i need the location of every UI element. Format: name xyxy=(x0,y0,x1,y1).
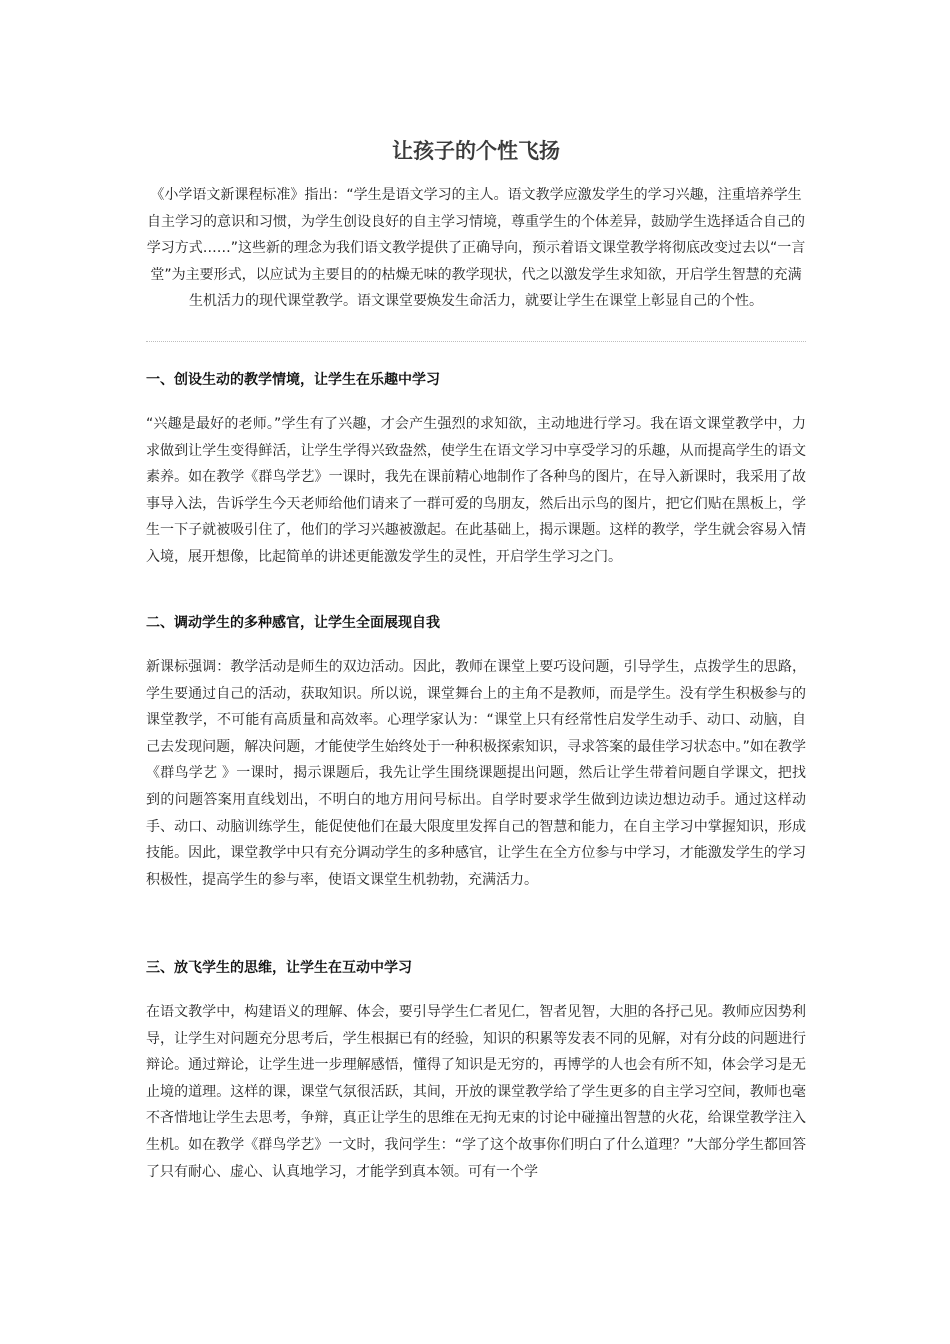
section-body-3: 在语文教学中，构建语义的理解、体会，要引导学生仁者见仁，智者见智，大胆的各抒己见。教师应因势利导，让学生对问题充分思考后，学生根据已有的经验，知识的积累等发表不同的见解，对有分歧的问题进行辩论。通过辩论，让学生进一步理解感悟，懂得了知识是无穷的，再博学的人也会有所不知，体会学习是无止境的道理。这样的课，课堂气氛很活跃，其间，开放的课堂教学给了学生更多的自主学习空间，教师也毫不吝惜地让学生去思考，争辩，真正让学生的思维在无拘无束的讨论中碰撞出智慧的火花，给课堂教学注入生机。如在教学《群鸟学艺》一文时，我问学生：“学了这个故事你们明白了什么道理？”大部分学生都回答了只有耐心、虚心、认真地学习，才能学到真本领。可有一个学 xyxy=(146,1004,806,1180)
section-body-2: 新课标强调：教学活动是师生的双边活动。因此，教师在课堂上要巧设问题，引导学生，点拨学生的思路，学生要通过自己的活动，获取知识。所以说，课堂舞台上的主角不是教师，而是学生。没有学生积极参与的课堂教学，不可能有高质量和高效率。心理学家认为：“课堂上只有经常性启发学生动手、动口、动脑，自己去发现问题，解决问题，才能使学生始终处于一种积极探索知识，寻求答案的最佳学习状态中。”如在教学《群鸟学艺 》一课时，揭示课题后，我先让学生围绕课题提出问题，然后让学生带着问题自学课文，把找到的问题答案用直线划出，不明白的地方用问号标出。自学时要求学生做到边读边想边动手。通过这样动手、动口、动脑训练学生，能促使他们在最大限度里发挥自己的智慧和能力，在自主学习中掌握知识，形成技能。因此，课堂教学中只有充分调动学生的多种感官，让学生在全方位参与中学习，才能激发学生的学习积极性，提高学生的参与率，使语文课堂生机勃勃，充满活力。 xyxy=(146,659,806,888)
section-body-1: “兴趣是最好的老师。”学生有了兴趣，才会产生强烈的求知欲，主动地进行学习。我在语文课堂教学中，力求做到让学生变得鲜活，让学生学得兴致盎然，使学生在语文学习中享受学习的乐趣，从而提高学生的语文素养。如在教学《群鸟学艺》一课时，我先在课前精心地制作了各种鸟的图片，在导入新课时，我采用了故事导入法，告诉学生今天老师给他们请来了一群可爱的鸟朋友，然后出示鸟的图片，把它们贴在黑板上，学生一下子就被吸引住了，他们的学习兴趣被激起。在此基础上，揭示课题。这样的教学，学生就会容易入情入境，展开想像，比起简单的讲述更能激发学生的灵性，开启学生学习之门。 xyxy=(146,416,806,565)
section-heading-3: 三、放飞学生的思维，让学生在互动中学习 xyxy=(146,960,412,976)
section-heading-2: 二、调动学生的多种感官，让学生全面展现自我 xyxy=(146,615,440,631)
section-heading-1: 一、创设生动的教学情境，让学生在乐趣中学习 xyxy=(146,372,440,388)
section-divider xyxy=(146,341,806,342)
article-title: 让孩子的个性飞扬 xyxy=(392,139,560,163)
article-intro: 《小学语文新课程标准》指出：“学生是语文学习的主人。语文教学应激发学生的学习兴趣，注重培养学生自主学习的意识和习惯，为学生创设良好的自主学习情境，尊重学生的个体差异，鼓励学生选择适合自己的学习方式……”这些新的理念为我们语文教学提供了正确导向，预示着语文课堂教学将彻底改变过去以“一言堂”为主要形式，以应试为主要目的的枯燥无味的教学现状，代之以激发学生求知欲，开启学生智慧的充满生机活力的现代课堂教学。语文课堂要焕发生命活力，就要让学生在课堂上彰显自己的个性。 xyxy=(146,187,806,309)
